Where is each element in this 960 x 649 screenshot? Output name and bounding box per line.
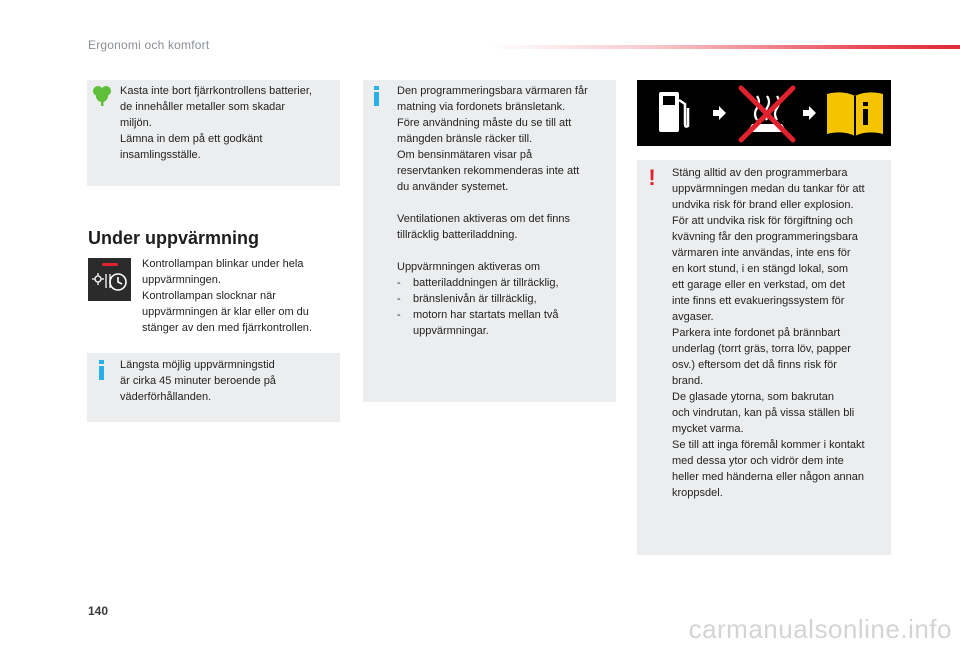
text-line: du använder systemet. <box>397 181 509 193</box>
text-line: Längsta möjlig uppvärmningstid <box>120 359 275 371</box>
condition-item <box>397 275 588 291</box>
text-line: ett garage eller en verkstad, om det <box>672 279 846 291</box>
text-line: uppvärmningen. <box>142 274 221 286</box>
watermark: carmanualsonline.info <box>688 614 952 644</box>
text-line: Ventilationen aktiveras om det finns <box>397 213 571 225</box>
text-line: är cirka 45 minuter beroende på <box>120 375 276 387</box>
text-line: Se till att inga föremål kommer i kontakt <box>672 439 865 451</box>
text-line: heller med händerna eller någon annan <box>672 471 865 483</box>
warning-icon: ! <box>648 165 656 190</box>
text-line: Parkera inte fordonet på brännbart <box>672 327 841 339</box>
info-icon <box>372 86 382 106</box>
text-line: Den programmeringsbara värmaren får <box>397 85 588 97</box>
text-line: avgaser. <box>672 311 714 323</box>
conditions-intro: Uppvärmningen aktiveras om <box>397 261 541 273</box>
page-number: 140 <box>88 604 109 618</box>
list-dash: - <box>397 309 401 321</box>
text-line: insamlingsställe. <box>120 149 201 161</box>
text-line: stänger av den med fjärrkontrollen. <box>142 322 312 334</box>
text-line: kroppsdel. <box>672 487 723 499</box>
condition-text: motorn har startats mellan två <box>413 309 559 321</box>
text-line: För att undvika risk för förgiftning och <box>672 215 853 227</box>
heater-lamp-icon <box>88 258 131 301</box>
condition-item <box>397 291 588 307</box>
text-line: Före användning måste du se till att <box>397 117 572 129</box>
condition-item <box>397 307 588 323</box>
text-line: värmaren inte användas, inte ens för <box>672 247 851 259</box>
text-line: mycket varma. <box>672 423 744 435</box>
text-line: en kort stund, i en stängd lokal, som <box>672 263 849 275</box>
list-dash: - <box>397 277 401 289</box>
text-line: undvika risk för brand eller explosion. <box>672 199 854 211</box>
text-line: miljön. <box>120 117 152 129</box>
text-line: brand. <box>672 375 704 387</box>
text-line: Stäng alltid av den programmerbara <box>672 167 848 179</box>
condition-item <box>397 323 588 339</box>
fuel-note-text <box>397 83 588 339</box>
text-line: underlag (torrt gräs, torra löv, papper <box>672 343 851 355</box>
section-title: Under uppvärmning <box>88 228 260 248</box>
list-dash: - <box>397 293 401 305</box>
condition-text: batteriladdningen är tillräcklig, <box>413 277 559 289</box>
text-line: mängden bränsle räcker till. <box>397 133 533 145</box>
text-line: och vindrutan, kan på vissa ställen bli <box>672 407 855 419</box>
text-line: uppvärmningen medan du tankar för att <box>672 183 865 195</box>
info-icon <box>97 360 107 380</box>
header-accent-bar <box>490 45 960 49</box>
manual-book-icon <box>827 92 883 136</box>
text-line: kvävning får den programmeringsbara <box>672 231 858 243</box>
eco-leaf-icon <box>92 84 112 106</box>
text-line: tillräcklig batteriladdning. <box>397 229 518 241</box>
text-line: reservtanken rekommenderas inte att <box>397 165 580 177</box>
text-line: uppvärmningen är klar eller om du <box>142 306 309 318</box>
duration-note-text <box>120 357 276 405</box>
text-line: matning via fordonets bränsletank. <box>397 101 566 113</box>
text-line: Kontrollampan blinkar under hela <box>142 258 304 270</box>
text-line: Kontrollampan slocknar när <box>142 290 276 302</box>
refuel-warning-pictogram <box>637 80 891 146</box>
lamp-description <box>142 256 312 336</box>
condition-text: uppvärmningar. <box>413 325 489 337</box>
text-line: inte finns ett evakueringssystem för <box>672 295 845 307</box>
text-line: De glasade ytorna, som bakrutan <box>672 391 835 403</box>
text-line: de innehåller metaller som skadar <box>120 101 286 113</box>
text-line: väderförhållanden. <box>120 391 212 403</box>
condition-text: bränslenivån är tillräcklig, <box>413 293 537 305</box>
eco-note-text <box>120 83 312 163</box>
text-line: Om bensinmätaren visar på <box>397 149 533 161</box>
header-title: Ergonomi och komfort <box>88 38 210 52</box>
text-line: osv.) eftersom det då finns risk för <box>672 359 837 371</box>
text-line: Lämna in dem på ett godkänt <box>120 133 263 145</box>
text-line: Kasta inte bort fjärrkontrollens batterier, <box>120 85 312 97</box>
list-dash <box>397 323 413 339</box>
warning-text <box>672 165 865 501</box>
text-line: med dessa ytor och vidrör dem inte <box>672 455 844 467</box>
